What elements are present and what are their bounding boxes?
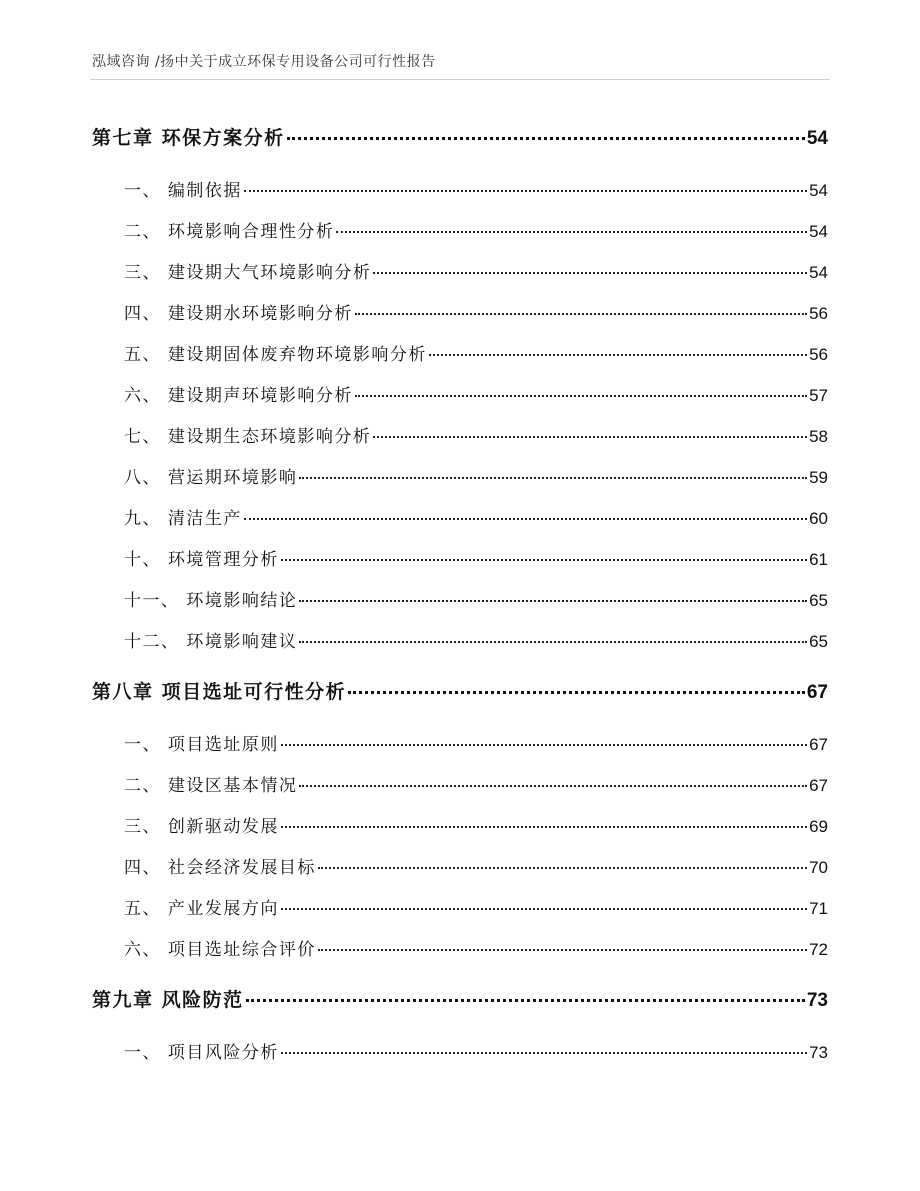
leader-dots bbox=[281, 908, 807, 910]
leader-dots bbox=[299, 477, 807, 479]
chapter-title: 第八章 项目选址可行性分析 bbox=[92, 681, 347, 703]
entry-title: 八、 营运期环境影响 bbox=[124, 468, 298, 488]
toc-entry[interactable] bbox=[92, 217, 828, 242]
toc-entry[interactable] bbox=[92, 771, 828, 796]
entry-page-number: 70 bbox=[809, 858, 828, 877]
leader-dots bbox=[373, 436, 807, 438]
entry-title: 四、 社会经济发展目标 bbox=[124, 858, 316, 878]
entry-page-number: 54 bbox=[809, 181, 828, 200]
entry-page-number: 56 bbox=[809, 304, 828, 323]
leader-dots bbox=[244, 190, 807, 192]
leader-dots bbox=[287, 137, 805, 140]
entry-title: 十、 环境管理分析 bbox=[124, 550, 279, 570]
entry-page-number: 65 bbox=[809, 632, 828, 651]
entry-title: 九、 清洁生产 bbox=[124, 509, 242, 529]
leader-dots bbox=[281, 1052, 807, 1054]
leader-dots bbox=[281, 559, 807, 561]
entry-title: 四、 建设期水环境影响分析 bbox=[124, 304, 353, 324]
leader-dots bbox=[299, 785, 807, 787]
toc-entry[interactable] bbox=[92, 545, 828, 570]
entry-page-number: 56 bbox=[809, 345, 828, 364]
entry-title: 一、 项目风险分析 bbox=[124, 1043, 279, 1063]
toc-entry[interactable] bbox=[92, 812, 828, 837]
leader-dots bbox=[281, 826, 807, 828]
toc-entry[interactable] bbox=[92, 258, 828, 283]
entry-title: 三、 创新驱动发展 bbox=[124, 817, 279, 837]
entry-title: 五、 产业发展方向 bbox=[124, 899, 279, 919]
entry-title: 三、 建设期大气环境影响分析 bbox=[124, 263, 372, 283]
entry-title: 十二、 环境影响建议 bbox=[124, 632, 298, 652]
entry-title: 二、 建设区基本情况 bbox=[124, 776, 298, 796]
toc-entry[interactable] bbox=[92, 1038, 828, 1063]
chapter-title: 第九章 风险防范 bbox=[92, 989, 244, 1011]
running-header: 泓域咨询 /扬中关于成立环保专用设备公司可行性报告 bbox=[92, 54, 436, 70]
entry-page-number: 73 bbox=[809, 1043, 828, 1062]
toc-entry[interactable] bbox=[92, 340, 828, 365]
chapter-title: 第七章 环保方案分析 bbox=[92, 127, 285, 149]
leader-dots bbox=[336, 231, 807, 233]
toc-entry[interactable] bbox=[92, 730, 828, 755]
entry-title: 五、 建设期固体废弃物环境影响分析 bbox=[124, 345, 427, 365]
entry-title: 二、 环境影响合理性分析 bbox=[124, 222, 335, 242]
toc-chapter-7[interactable] bbox=[92, 123, 828, 150]
leader-dots bbox=[246, 999, 805, 1002]
leader-dots bbox=[429, 354, 807, 356]
entry-page-number: 67 bbox=[809, 776, 828, 795]
toc-entry[interactable] bbox=[92, 463, 828, 488]
leader-dots bbox=[348, 691, 805, 694]
entry-page-number: 61 bbox=[809, 550, 828, 569]
entry-page-number: 58 bbox=[809, 427, 828, 446]
leader-dots bbox=[373, 272, 807, 274]
entry-title: 七、 建设期生态环境影响分析 bbox=[124, 427, 372, 447]
toc-entry[interactable] bbox=[92, 504, 828, 529]
entry-title: 一、 项目选址原则 bbox=[124, 735, 279, 755]
leader-dots bbox=[355, 313, 807, 315]
toc-entry[interactable] bbox=[92, 853, 828, 878]
toc-chapter-9[interactable] bbox=[92, 985, 828, 1012]
entry-page-number: 59 bbox=[809, 468, 828, 487]
leader-dots bbox=[299, 641, 807, 643]
entry-page-number: 54 bbox=[809, 263, 828, 282]
chapter-page-number: 54 bbox=[806, 128, 828, 149]
toc-entry[interactable] bbox=[92, 627, 828, 652]
entry-page-number: 60 bbox=[809, 509, 828, 528]
entry-title: 六、 建设期声环境影响分析 bbox=[124, 386, 353, 406]
entry-page-number: 54 bbox=[809, 222, 828, 241]
leader-dots bbox=[299, 600, 807, 602]
leader-dots bbox=[244, 518, 807, 520]
toc-entry[interactable] bbox=[92, 422, 828, 447]
entry-title: 一、 编制依据 bbox=[124, 181, 242, 201]
toc-entry[interactable] bbox=[92, 299, 828, 324]
toc-entry[interactable] bbox=[92, 586, 828, 611]
toc-chapter-8[interactable] bbox=[92, 677, 828, 704]
entry-page-number: 71 bbox=[809, 899, 828, 918]
entry-page-number: 69 bbox=[809, 817, 828, 836]
chapter-page-number: 67 bbox=[806, 682, 828, 703]
entry-page-number: 57 bbox=[809, 386, 828, 405]
entry-title: 六、 项目选址综合评价 bbox=[124, 940, 316, 960]
toc-entry[interactable] bbox=[92, 381, 828, 406]
entry-page-number: 67 bbox=[809, 735, 828, 754]
table-of-contents bbox=[92, 0, 828, 1191]
toc-entry[interactable] bbox=[92, 176, 828, 201]
toc-entry[interactable] bbox=[92, 894, 828, 919]
leader-dots bbox=[355, 395, 807, 397]
entry-page-number: 72 bbox=[809, 940, 828, 959]
entry-page-number: 65 bbox=[809, 591, 828, 610]
chapter-page-number: 73 bbox=[806, 990, 828, 1011]
leader-dots bbox=[318, 949, 807, 951]
leader-dots bbox=[281, 744, 807, 746]
leader-dots bbox=[318, 867, 807, 869]
toc-entry[interactable] bbox=[92, 935, 828, 960]
entry-title: 十一、 环境影响结论 bbox=[124, 591, 298, 611]
